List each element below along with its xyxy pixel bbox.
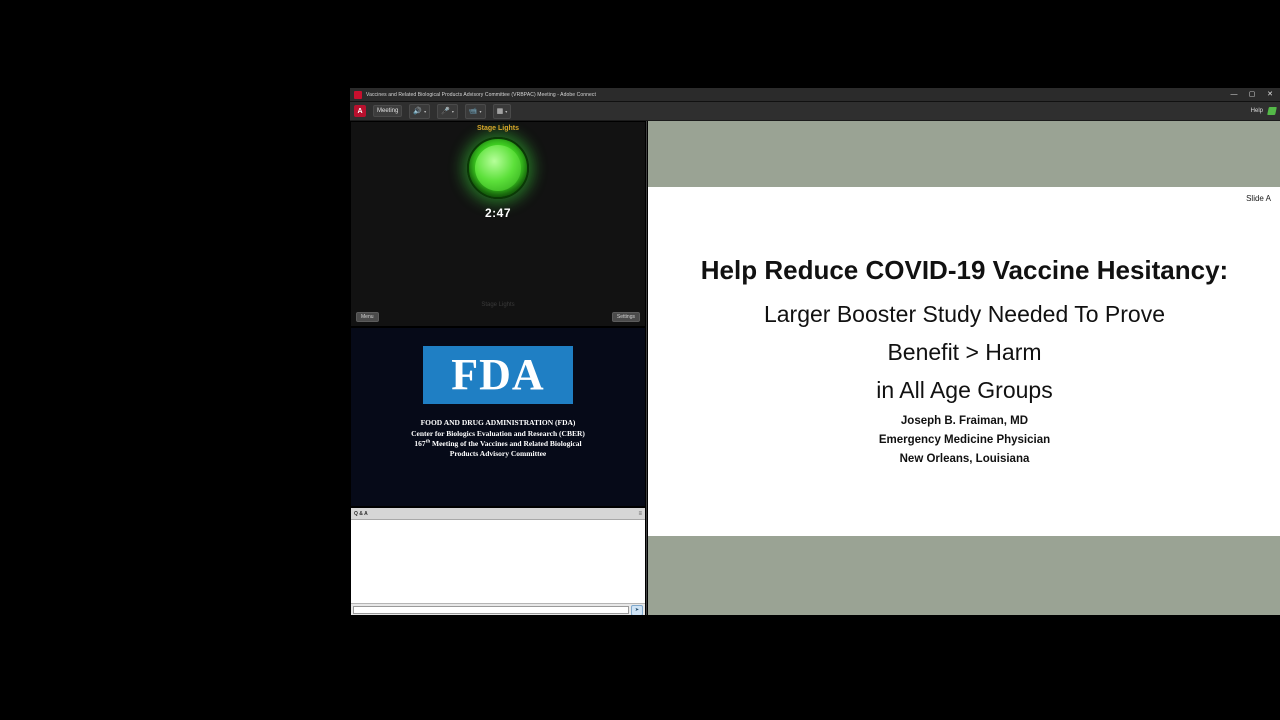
window-controls [1230, 88, 1278, 101]
layout-control[interactable] [493, 104, 512, 119]
slide-label: Slide A [1246, 194, 1271, 203]
fda-line-4: Products Advisory Committee [449, 449, 547, 458]
qa-pod-title: Q & A [354, 510, 368, 517]
maximize-button[interactable]: ▢ [1248, 91, 1256, 98]
meeting-menubar [350, 102, 1280, 121]
stage-lights-pod [350, 121, 646, 327]
slide-canvas [648, 187, 1280, 536]
meeting-menu[interactable]: Meeting [373, 105, 402, 117]
adobe-connect-window [350, 88, 1280, 615]
adobe-logo-icon: A [354, 105, 366, 117]
slide-subtitle [648, 295, 1280, 409]
qa-pod-footer [351, 603, 645, 615]
fda-meeting-number: 167 [414, 439, 426, 448]
stage-lights-title: Stage Lights [476, 125, 519, 132]
qa-pod-header [351, 508, 645, 520]
presenter-role: Emergency Medicine Physician [878, 434, 1051, 446]
presenter-location: New Orleans, Louisiana [899, 453, 1030, 465]
layout-icon: ▦ [496, 107, 504, 115]
microphone-icon: 🎤 [441, 107, 450, 115]
fda-title-pod [350, 327, 646, 507]
connection-status-icon [1267, 107, 1277, 115]
fda-caption [351, 418, 645, 458]
slide-title: Help Reduce COVID-19 Vaccine Hesitancy: [700, 255, 1229, 285]
presenter-name: Joseph B. Fraiman, MD [900, 415, 1029, 427]
slide-subtitle-line-1: Larger Booster Study Needed To Prove [763, 301, 1166, 327]
fda-line-1: FOOD AND DRUG ADMINISTRATION (FDA) [420, 418, 576, 427]
send-icon[interactable]: ➤ [631, 605, 643, 616]
slide-byline [648, 412, 1280, 469]
fda-line-3-rest: Meeting of the Vaccines and Related Biological [430, 439, 582, 448]
slide-subtitle-line-3: in All Age Groups [876, 377, 1053, 403]
countdown-timer: 2:47 [484, 206, 512, 220]
qa-pod [350, 507, 646, 615]
menubar-right [1251, 107, 1276, 115]
slide-subtitle-line-2: Benefit > Harm [887, 339, 1042, 365]
qa-input[interactable] [353, 606, 629, 614]
video-frame [175, 0, 1273, 720]
stage-lights-watermark: Stage Lights [481, 302, 515, 308]
fda-meeting-ordinal: th [425, 439, 431, 445]
fda-line-3 [351, 439, 645, 448]
help-link[interactable]: Help [1250, 108, 1263, 114]
chevron-down-icon: ▾ [479, 108, 482, 114]
close-button[interactable]: ✕ [1267, 91, 1273, 98]
green-light-indicator [467, 137, 529, 199]
stage-lights-menu-button[interactable]: Menu [356, 312, 379, 322]
window-titlebar [350, 88, 1280, 102]
speaker-control[interactable] [409, 104, 430, 119]
stage-lights-settings-button[interactable]: Settings [612, 312, 640, 322]
speaker-icon: 🔊 [413, 107, 423, 115]
fda-line-2: Center for Biologics Evaluation and Research (CBER) [411, 429, 585, 438]
camera-control[interactable] [465, 104, 486, 119]
minimize-button[interactable]: — [1230, 91, 1238, 98]
chevron-down-icon: ▾ [505, 108, 508, 114]
qa-message-list [351, 520, 645, 603]
microphone-control[interactable] [437, 104, 458, 119]
green-light-inner [475, 145, 521, 191]
left-pod-column [350, 121, 646, 615]
pod-area [350, 121, 1280, 615]
fda-logo: FDA [423, 346, 573, 404]
adobe-connect-icon [354, 91, 362, 99]
pod-menu-icon[interactable]: ≡ [638, 510, 642, 517]
window-title: Vaccines and Related Biological Products Advisory Committee (VRBPAC) Meeting - Adobe Connect [366, 91, 596, 98]
chevron-down-icon: ▾ [424, 108, 427, 114]
share-pod [647, 121, 1280, 615]
camera-icon: 📹 [468, 107, 478, 115]
chevron-down-icon: ▾ [451, 108, 454, 114]
